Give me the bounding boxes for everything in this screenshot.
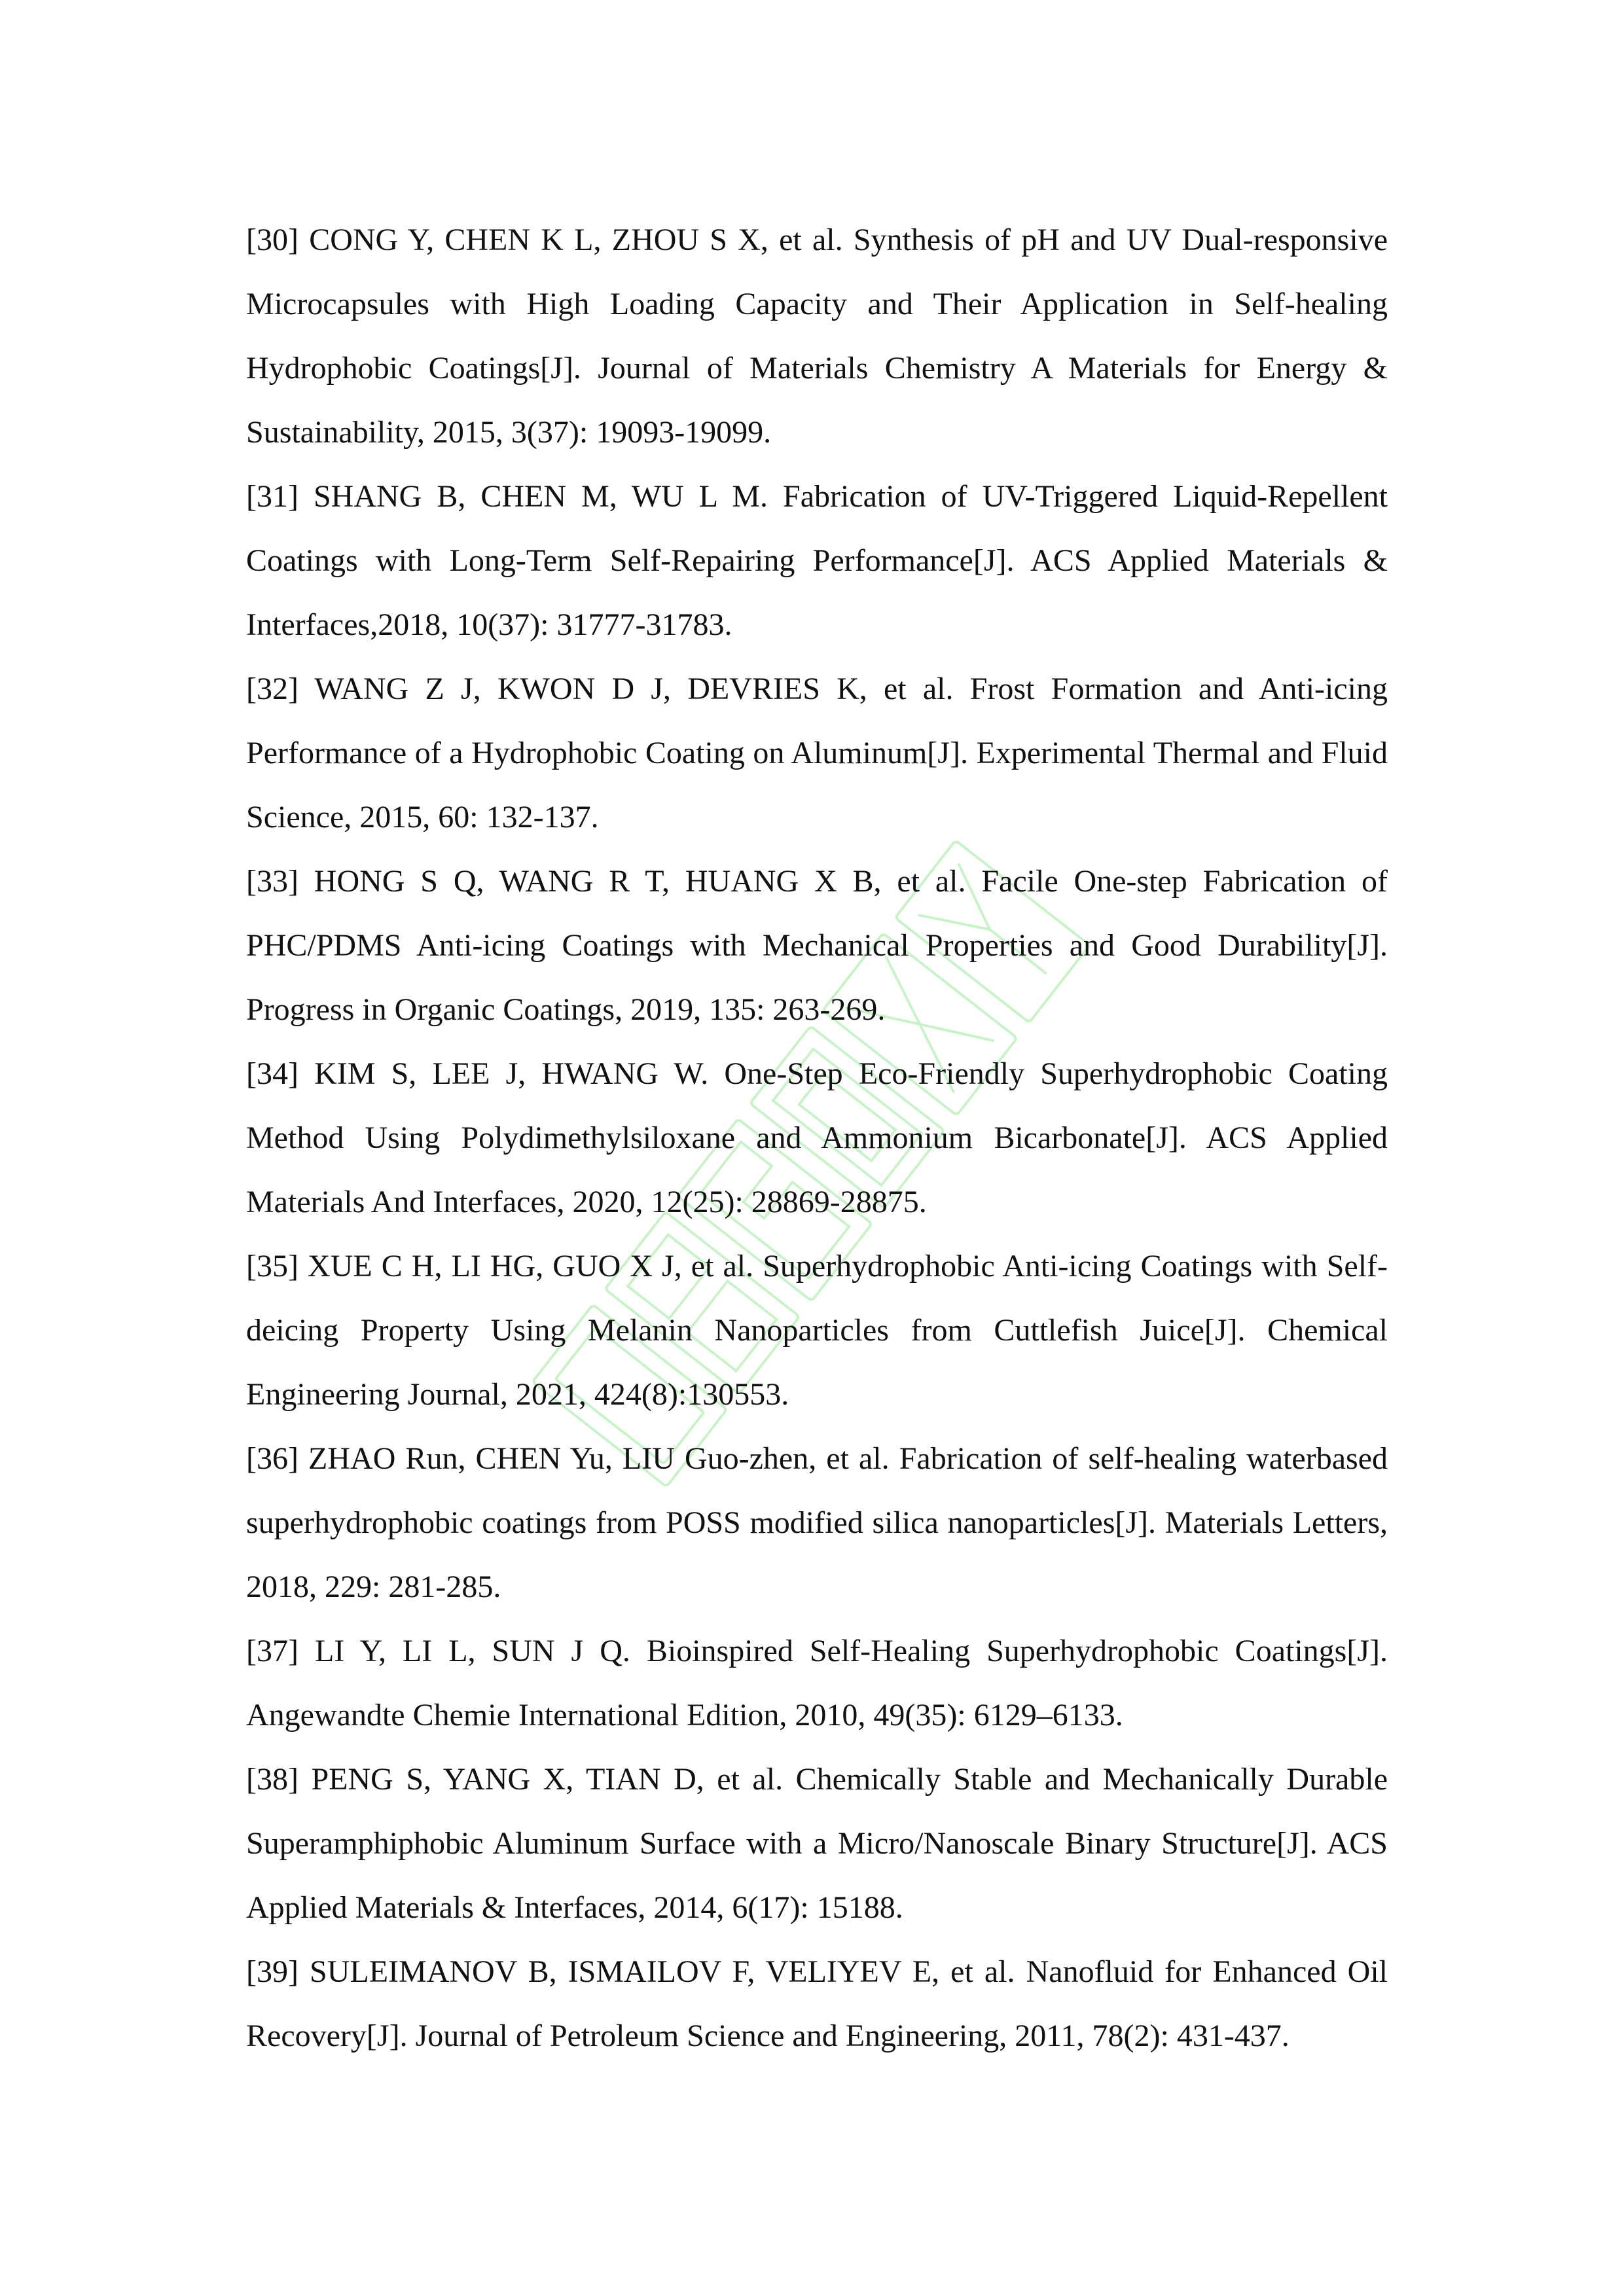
reference-item: [34] KIM S, LEE J, HWANG W. One-Step Eco-Friendly Superhydrophobic Coating Method Using Polydimethylsiloxane and Ammonium Bicarbonate[J]. ACS Applied Materials And Interfaces, 2020, 12(25): 28869-28875. <box>246 1056 1388 1219</box>
reference-item: [31] SHANG B, CHEN M, WU L M. Fabrication of UV-Triggered Liquid-Repellent Coatings with Long-Term Self-Repairing Performance[J]. ACS Applied Materials & Interfaces,2018, 10(37): 31777-31783. <box>246 479 1388 642</box>
reference-item: [35] XUE C H, LI HG, GUO X J, et al. Superhydrophobic Anti-icing Coatings with Self-deicing Property Using Melanin Nanoparticles from Cuttlefish Juice[J]. Chemical Engineering Journal, 2021, 424(8):130553. <box>246 1249 1388 1412</box>
reference-item: [32] WANG Z J, KWON D J, DEVRIES K, et al. Frost Formation and Anti-icing Performance of a Hydrophobic Coating on Aluminum[J]. Experimental Thermal and Fluid Science, 2015, 60: 132-137. <box>246 672 1388 834</box>
reference-item: [39] SULEIMANOV B, ISMAILOV F, VELIYEV E, et al. Nanofluid for Enhanced Oil Recovery[J]. Journal of Petroleum Science and Engineering, 2011, 78(2): 431-437. <box>246 1954 1388 2053</box>
reference-item: [38] PENG S, YANG X, TIAN D, et al. Chemically Stable and Mechanically Durable Superamphiphobic Aluminum Surface with a Micro/Nanoscale Binary Structure[J]. ACS Applied Materials & Interfaces, 2014, 6(17): 15188. <box>246 1762 1388 1925</box>
reference-item: [33] HONG S Q, WANG R T, HUANG X B, et al. Facile One-step Fabrication of PHC/PDMS Anti-icing Coatings with Mechanical Properties and Good Durability[J]. Progress in Organic Coatings, 2019, 135: 263-269. <box>246 864 1388 1027</box>
reference-item: [30] CONG Y, CHEN K L, ZHOU S X, et al. Synthesis of pH and UV Dual-responsive Microcapsules with High Loading Capacity and Their Application in Self-healing Hydrophobic Coatings[J]. Journal of Materials Chemistry A Materials for Energy & Sustainability, 2015, 3(37): 19093-19099. <box>246 223 1388 450</box>
reference-list <box>246 208 1388 2068</box>
reference-item: [37] LI Y, LI L, SUN J Q. Bioinspired Self-Healing Superhydrophobic Coatings[J]. Angewandte Chemie International Edition, 2010, 49(35): 6129–6133. <box>246 1634 1388 1732</box>
reference-item: [36] ZHAO Run, CHEN Yu, LIU Guo-zhen, et al. Fabrication of self-healing waterbased superhydrophobic coatings from POSS modified silica nanoparticles[J]. Materials Letters, 2018, 229: 281-285. <box>246 1441 1388 1604</box>
